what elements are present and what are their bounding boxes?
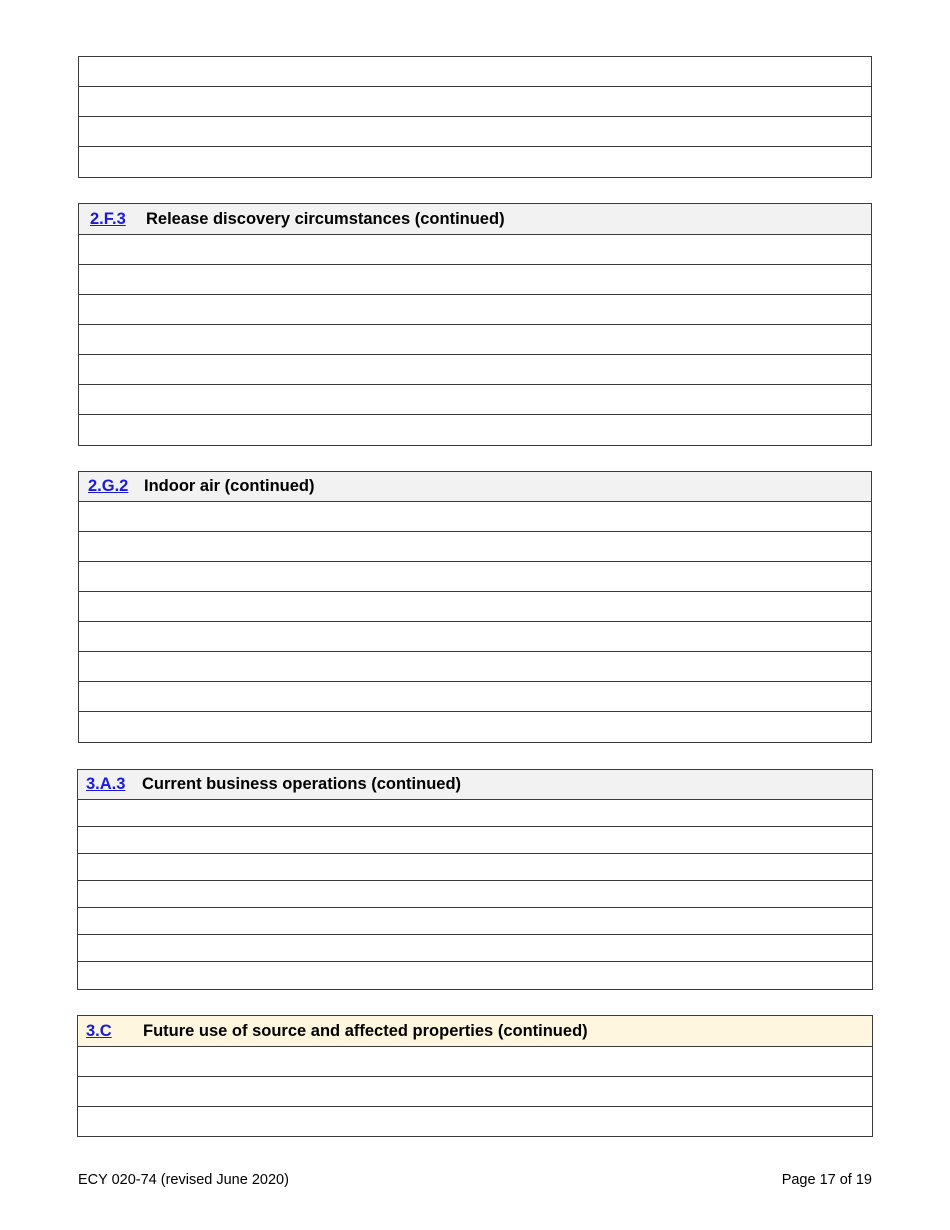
section-title: Current business operations (continued) [142,775,462,793]
text-entry-row[interactable] [79,355,871,385]
text-entry-row[interactable] [79,235,871,265]
text-entry-row[interactable] [79,265,871,295]
section-code-link[interactable]: 3.A.3 [86,775,126,793]
text-entry-row[interactable] [79,415,871,445]
section-title: Release discovery circumstances (continued) [146,209,505,228]
section-3a3-table [77,769,873,990]
text-entry-row[interactable] [78,881,872,908]
section-code-link[interactable]: 2.G.2 [88,477,129,495]
text-entry-row[interactable] [78,962,872,989]
text-entry-row[interactable] [79,532,871,562]
text-entry-row[interactable] [78,1077,872,1107]
text-entry-row[interactable] [79,622,871,652]
section-header [79,472,871,502]
section-3c-table [77,1015,873,1137]
text-entry-row[interactable] [78,854,872,881]
text-entry-row[interactable] [79,385,871,415]
text-entry-row[interactable] [79,682,871,712]
text-entry-row[interactable] [79,325,871,355]
footer-form-id: ECY 020-74 (revised June 2020) [78,1172,289,1188]
text-entry-row[interactable] [78,1047,872,1077]
text-entry-row[interactable] [79,57,871,87]
text-entry-row[interactable] [78,800,872,827]
footer-page-number: Page 17 of 19 [781,1172,872,1188]
section-2f3-table [78,203,872,446]
text-entry-row[interactable] [78,908,872,935]
text-entry-row[interactable] [79,147,871,177]
continuation-table-top [78,56,872,178]
section-header [78,1016,872,1047]
section-title: Indoor air (continued) [144,477,315,495]
section-2g2-table [78,471,872,743]
section-title: Future use of source and affected properties (continued) [143,1021,588,1040]
text-entry-row[interactable] [78,935,872,962]
text-entry-row[interactable] [79,562,871,592]
text-entry-row[interactable] [79,712,871,742]
text-entry-row[interactable] [78,827,872,854]
text-entry-row[interactable] [79,592,871,622]
text-entry-row[interactable] [78,1107,872,1137]
text-entry-row[interactable] [79,502,871,532]
section-header [78,770,872,800]
section-header [79,204,871,235]
text-entry-row[interactable] [79,295,871,325]
section-code-link[interactable]: 3.C [86,1021,112,1040]
text-entry-row[interactable] [79,87,871,117]
text-entry-row[interactable] [79,652,871,682]
section-code-link[interactable]: 2.F.3 [90,209,126,228]
text-entry-row[interactable] [79,117,871,147]
